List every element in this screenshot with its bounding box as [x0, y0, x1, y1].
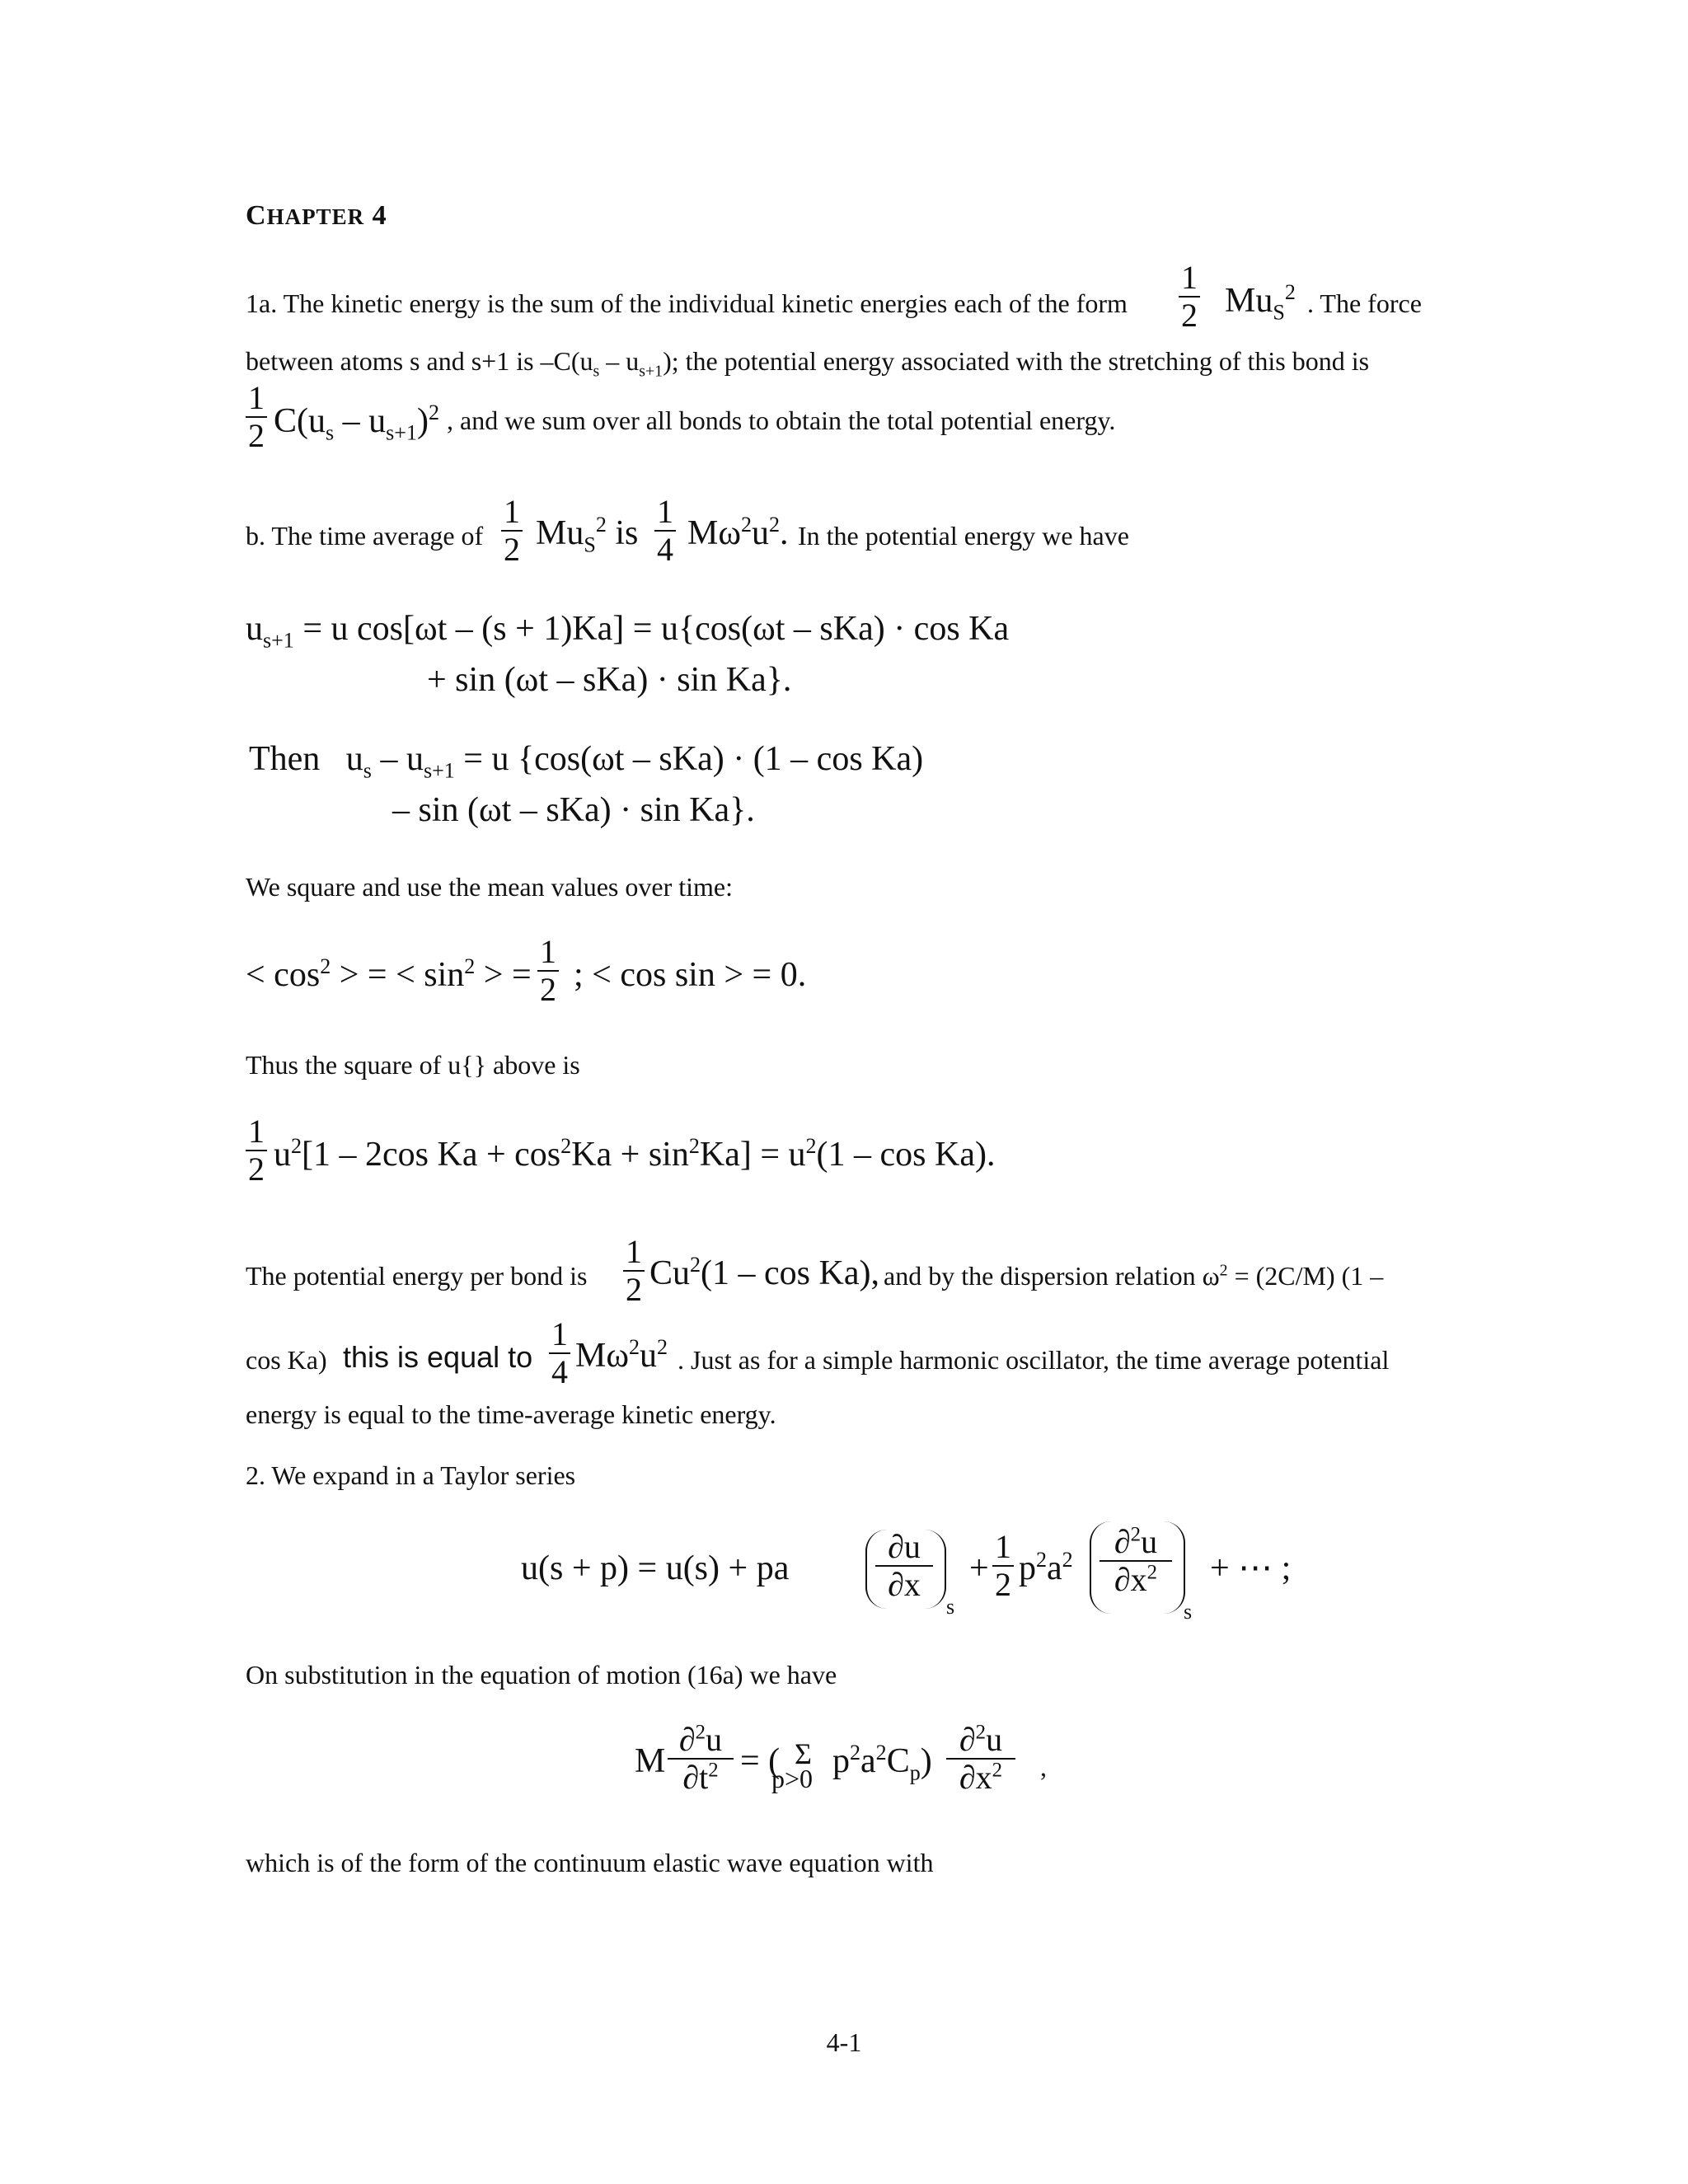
equation-means-right: ; < cos sin > = 0.: [574, 956, 807, 994]
taylor-plus: +: [969, 1549, 989, 1587]
paragraph-cos-ka: cos Ka): [246, 1345, 327, 1375]
fraction-one-half: 1 2: [1179, 260, 1200, 333]
potential-term: $C(u_s - u_{s+1})^2$: [274, 401, 439, 445]
paragraph-energy-equal: energy is equal to the time-average kinetic energy.: [246, 1399, 776, 1429]
fraction-p6-quarter: 1 4: [549, 1317, 570, 1390]
taylor-lhs: u(s + p) = u(s) + pa: [521, 1549, 790, 1587]
paragraph-thus: Thus the square of u{} above is: [246, 1050, 580, 1080]
equation-us1-line2: + sin (ωt – sKa) · sin Ka}.: [427, 661, 792, 699]
motion-sigma: Σ: [795, 1737, 812, 1770]
equation-then-line2: – sin (ωt – sKa) · sin Ka}.: [392, 791, 755, 829]
taylor-derivative-1: ∂u ∂x: [875, 1530, 933, 1602]
paragraph-potential-b: and by the dispersion relation $\omega^2 = (2C/M)$ (1 –: [884, 1261, 1384, 1291]
taylor-half: 1 2: [992, 1530, 1014, 1602]
paragraph-equal-to: this is equal to: [343, 1340, 533, 1374]
potential-bond-term: Cu$^2$(1 – cos Ka),: [649, 1253, 879, 1292]
fraction-b-quarter: 1 4: [654, 494, 676, 567]
paragraph-substitution: On substitution in the equation of motion (16a) we have: [246, 1660, 837, 1690]
taylor-sub-s2: s: [1184, 1600, 1193, 1624]
paragraph-square: We square and use the mean values over time:: [246, 872, 733, 902]
equation-then-line1: Then $u_s - u_{s+1} = u$ {cos(ωt – sKa) · (1 – cos Ka): [249, 740, 924, 783]
chapter-heading: CHAPTER 4: [246, 200, 387, 231]
motion-body: $p^2a^2C_p$): [832, 1741, 932, 1785]
paragraph-1a-line1: 1a. The kinetic energy is the sum of the individual kinetic energies each of the form: [246, 288, 1128, 318]
fraction-one-half-2: 1 2: [246, 381, 267, 453]
paragraph-oscillator: . Just as for a simple harmonic oscillator, the time average potential: [678, 1345, 1390, 1375]
motion-equals: = (: [740, 1742, 781, 1780]
fraction-means-half: 1 2: [537, 935, 559, 1007]
average-term: $M\omega^2u^2$.: [687, 513, 789, 552]
paragraph-b-rest: In the potential energy we have: [798, 521, 1129, 551]
motion-M: M: [635, 1742, 666, 1780]
kinetic-term: $Mu_S^2$: [1225, 280, 1296, 325]
paragraph-1a-line2: between atoms s and s+1 is $-C(u_s - u_{s+1})$; the potential energy associated with the stretching of this bond is: [246, 346, 1370, 381]
paragraph-continuum: which is of the form of the continuum elastic wave equation with: [246, 1848, 934, 1877]
fraction-p5-half: 1 2: [623, 1235, 645, 1307]
paragraph-potential-a: The potential energy per bond is: [246, 1261, 588, 1291]
paragraph-taylor: 2. We expand in a Taylor series: [246, 1460, 576, 1490]
fraction-eq4-half: 1 2: [246, 1114, 267, 1187]
motion-sigma-cond: p>0: [771, 1764, 814, 1793]
taylor-p2a2: $p^2a^2$: [1019, 1548, 1073, 1587]
kinetic-term-b: $Mu_S^2$ is: [536, 513, 639, 557]
fraction-b-half: 1 2: [501, 494, 523, 567]
page-number: 4-1: [826, 2027, 862, 2057]
taylor-sub-s1: s: [946, 1595, 955, 1619]
paragraph-b-lead: b. The time average of: [246, 521, 484, 551]
taylor-tail: + ⋯ ;: [1210, 1549, 1292, 1587]
paragraph-1a-tail: . The force: [1307, 288, 1422, 318]
motion-comma: ,: [1040, 1752, 1047, 1782]
paragraph-1a-line3: , and we sum over all bonds to obtain the total potential energy.: [447, 405, 1116, 435]
equation-square: $u^2[1 - 2\cos$ $Ka + \cos^2Ka + \sin^2Ka] = u^2(1 - \cos Ka)$.: [274, 1134, 996, 1174]
motion-space-derivative: ∂$^2$u $\partial x^2$: [946, 1722, 1015, 1795]
energy-term: $M\omega^2u^2$: [575, 1335, 668, 1375]
taylor-derivative-2: ∂$^2$u $\partial x^2$: [1100, 1525, 1172, 1597]
motion-time-derivative: ∂$^2$u $\partial t^2$: [668, 1722, 734, 1795]
equation-means: < $\cos^2$ > = < $\sin^2$ > =: [246, 954, 532, 994]
equation-us1-line1: $u_{s+1} = u$ cos[ωt – (s + 1)Ka] = u{cos(ωt – sKa) · cos Ka: [246, 610, 1010, 653]
